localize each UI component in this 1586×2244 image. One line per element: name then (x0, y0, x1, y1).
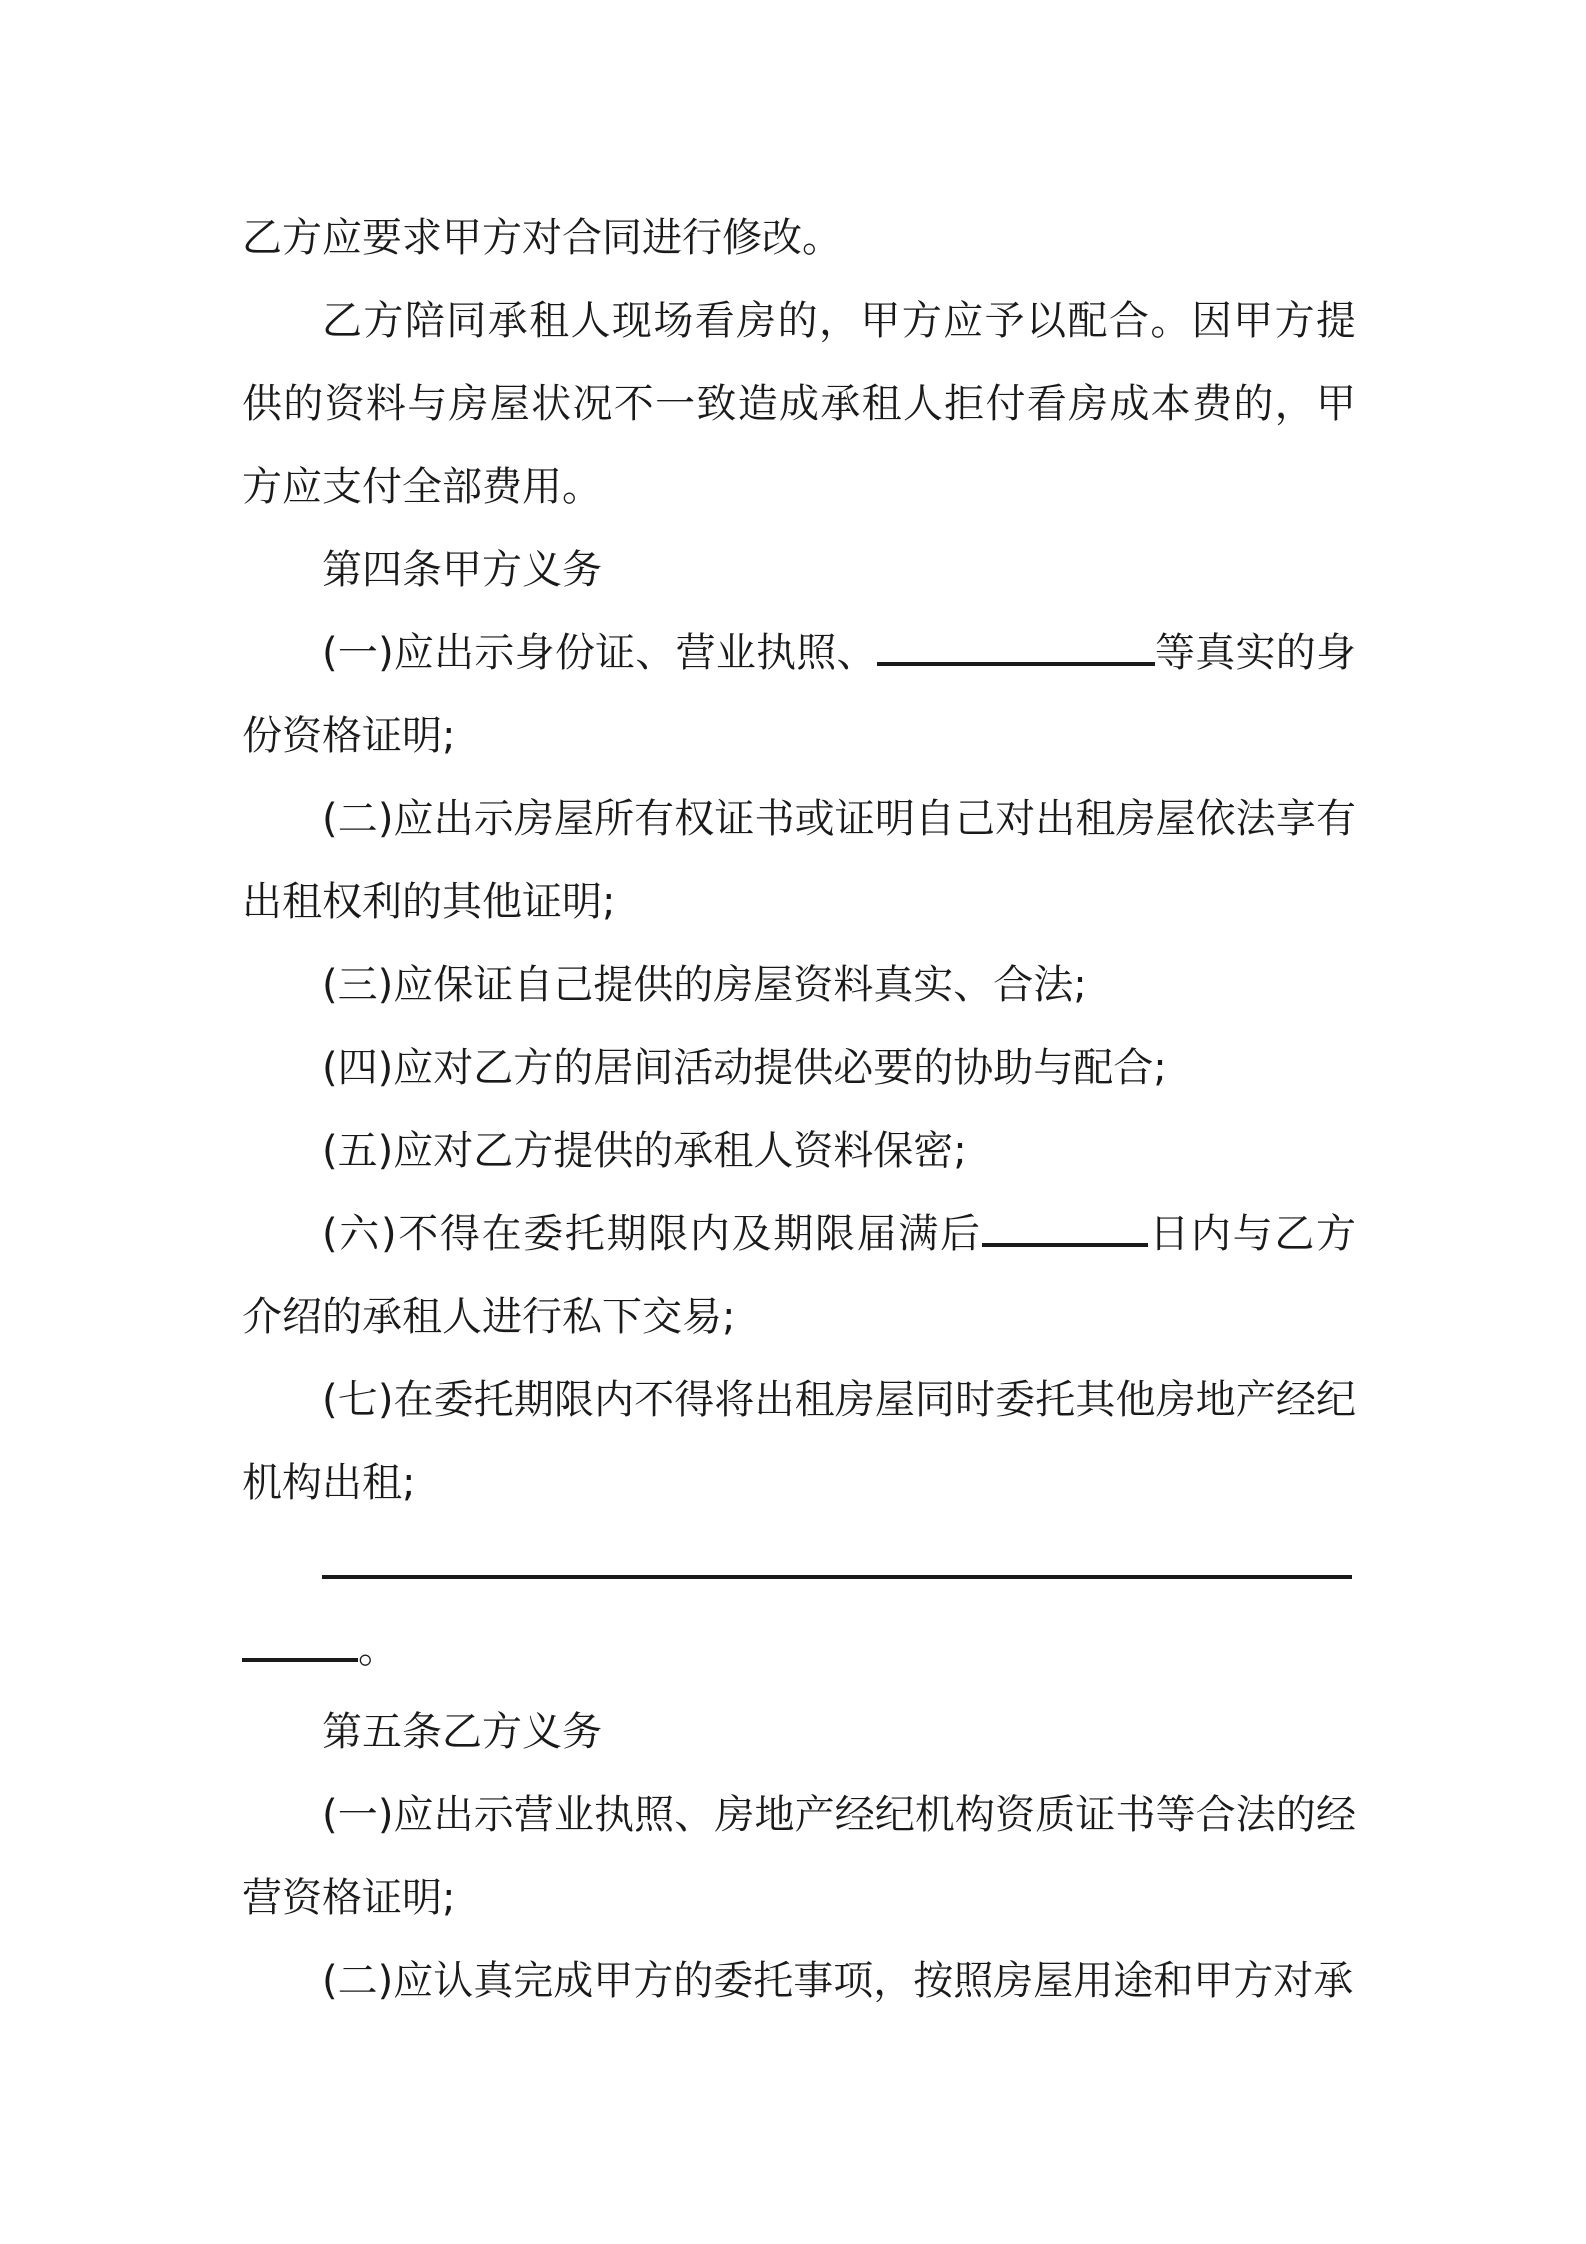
item-text: (一)应出示营业执照、房地产经纪机构资质证书等合法的经营资格证明; (242, 1792, 1356, 1921)
item-text: (二)应出示房屋所有权证书或证明自己对出租房屋依法享有出租权利的其他证明; (242, 796, 1356, 925)
article-4-item-blank (242, 1525, 1356, 1691)
paragraph-text: 乙方陪同承租人现场看房的，甲方应予以配合。因甲方提供的资料与房屋状况不一致造成承租人拒付看房成本费的，甲方应支付全部费用。 (242, 298, 1356, 510)
heading-text: 第四条甲方义务 (322, 547, 602, 593)
item-text: (七)在委托期限内不得将出租房屋同时委托其他房地产经纪机构出租; (242, 1377, 1356, 1506)
item-text: 。 (358, 1626, 398, 1672)
article-5-heading (242, 1691, 1356, 1774)
fill-in-blank (982, 1209, 1148, 1247)
article-5-item-1 (242, 1774, 1356, 1940)
paragraph-revision (242, 197, 1356, 280)
item-text: (四)应对乙方的居间活动提供必要的协助与配合; (322, 1045, 1167, 1091)
item-text: (三)应保证自己提供的房屋资料真实、合法; (322, 962, 1087, 1008)
article-4-heading (242, 529, 1356, 612)
fill-in-blank (322, 1541, 1352, 1579)
article-4-item-3 (242, 944, 1356, 1027)
article-4-item-5 (242, 1110, 1356, 1193)
item-text: (六)不得在委托期限内及期限届满后 (322, 1211, 982, 1257)
fill-in-blank (877, 628, 1155, 666)
fill-in-blank (242, 1624, 358, 1662)
paragraph-text: 乙方应要求甲方对合同进行修改。 (242, 215, 842, 261)
article-5-item-2 (242, 1940, 1356, 2023)
article-4-item-4 (242, 1027, 1356, 1110)
item-text: 日内与乙方介绍的承租人进行私下交易; (242, 1211, 1356, 1340)
article-4-item-6 (242, 1193, 1356, 1359)
item-text: (一)应出示身份证、营业执照、 (322, 630, 877, 676)
article-4-item-1 (242, 612, 1356, 778)
paragraph-viewing (242, 280, 1356, 529)
item-text: (五)应对乙方提供的承租人资料保密; (322, 1128, 967, 1174)
article-4-item-2 (242, 778, 1356, 944)
contract-body (242, 197, 1356, 2023)
heading-text: 第五条乙方义务 (322, 1709, 602, 1755)
article-4-item-7 (242, 1359, 1356, 1525)
item-text: 等真实的身份资格证明; (242, 630, 1356, 759)
item-text: (二)应认真完成甲方的委托事项，按照房屋用途和甲方对承 (322, 1958, 1354, 2004)
